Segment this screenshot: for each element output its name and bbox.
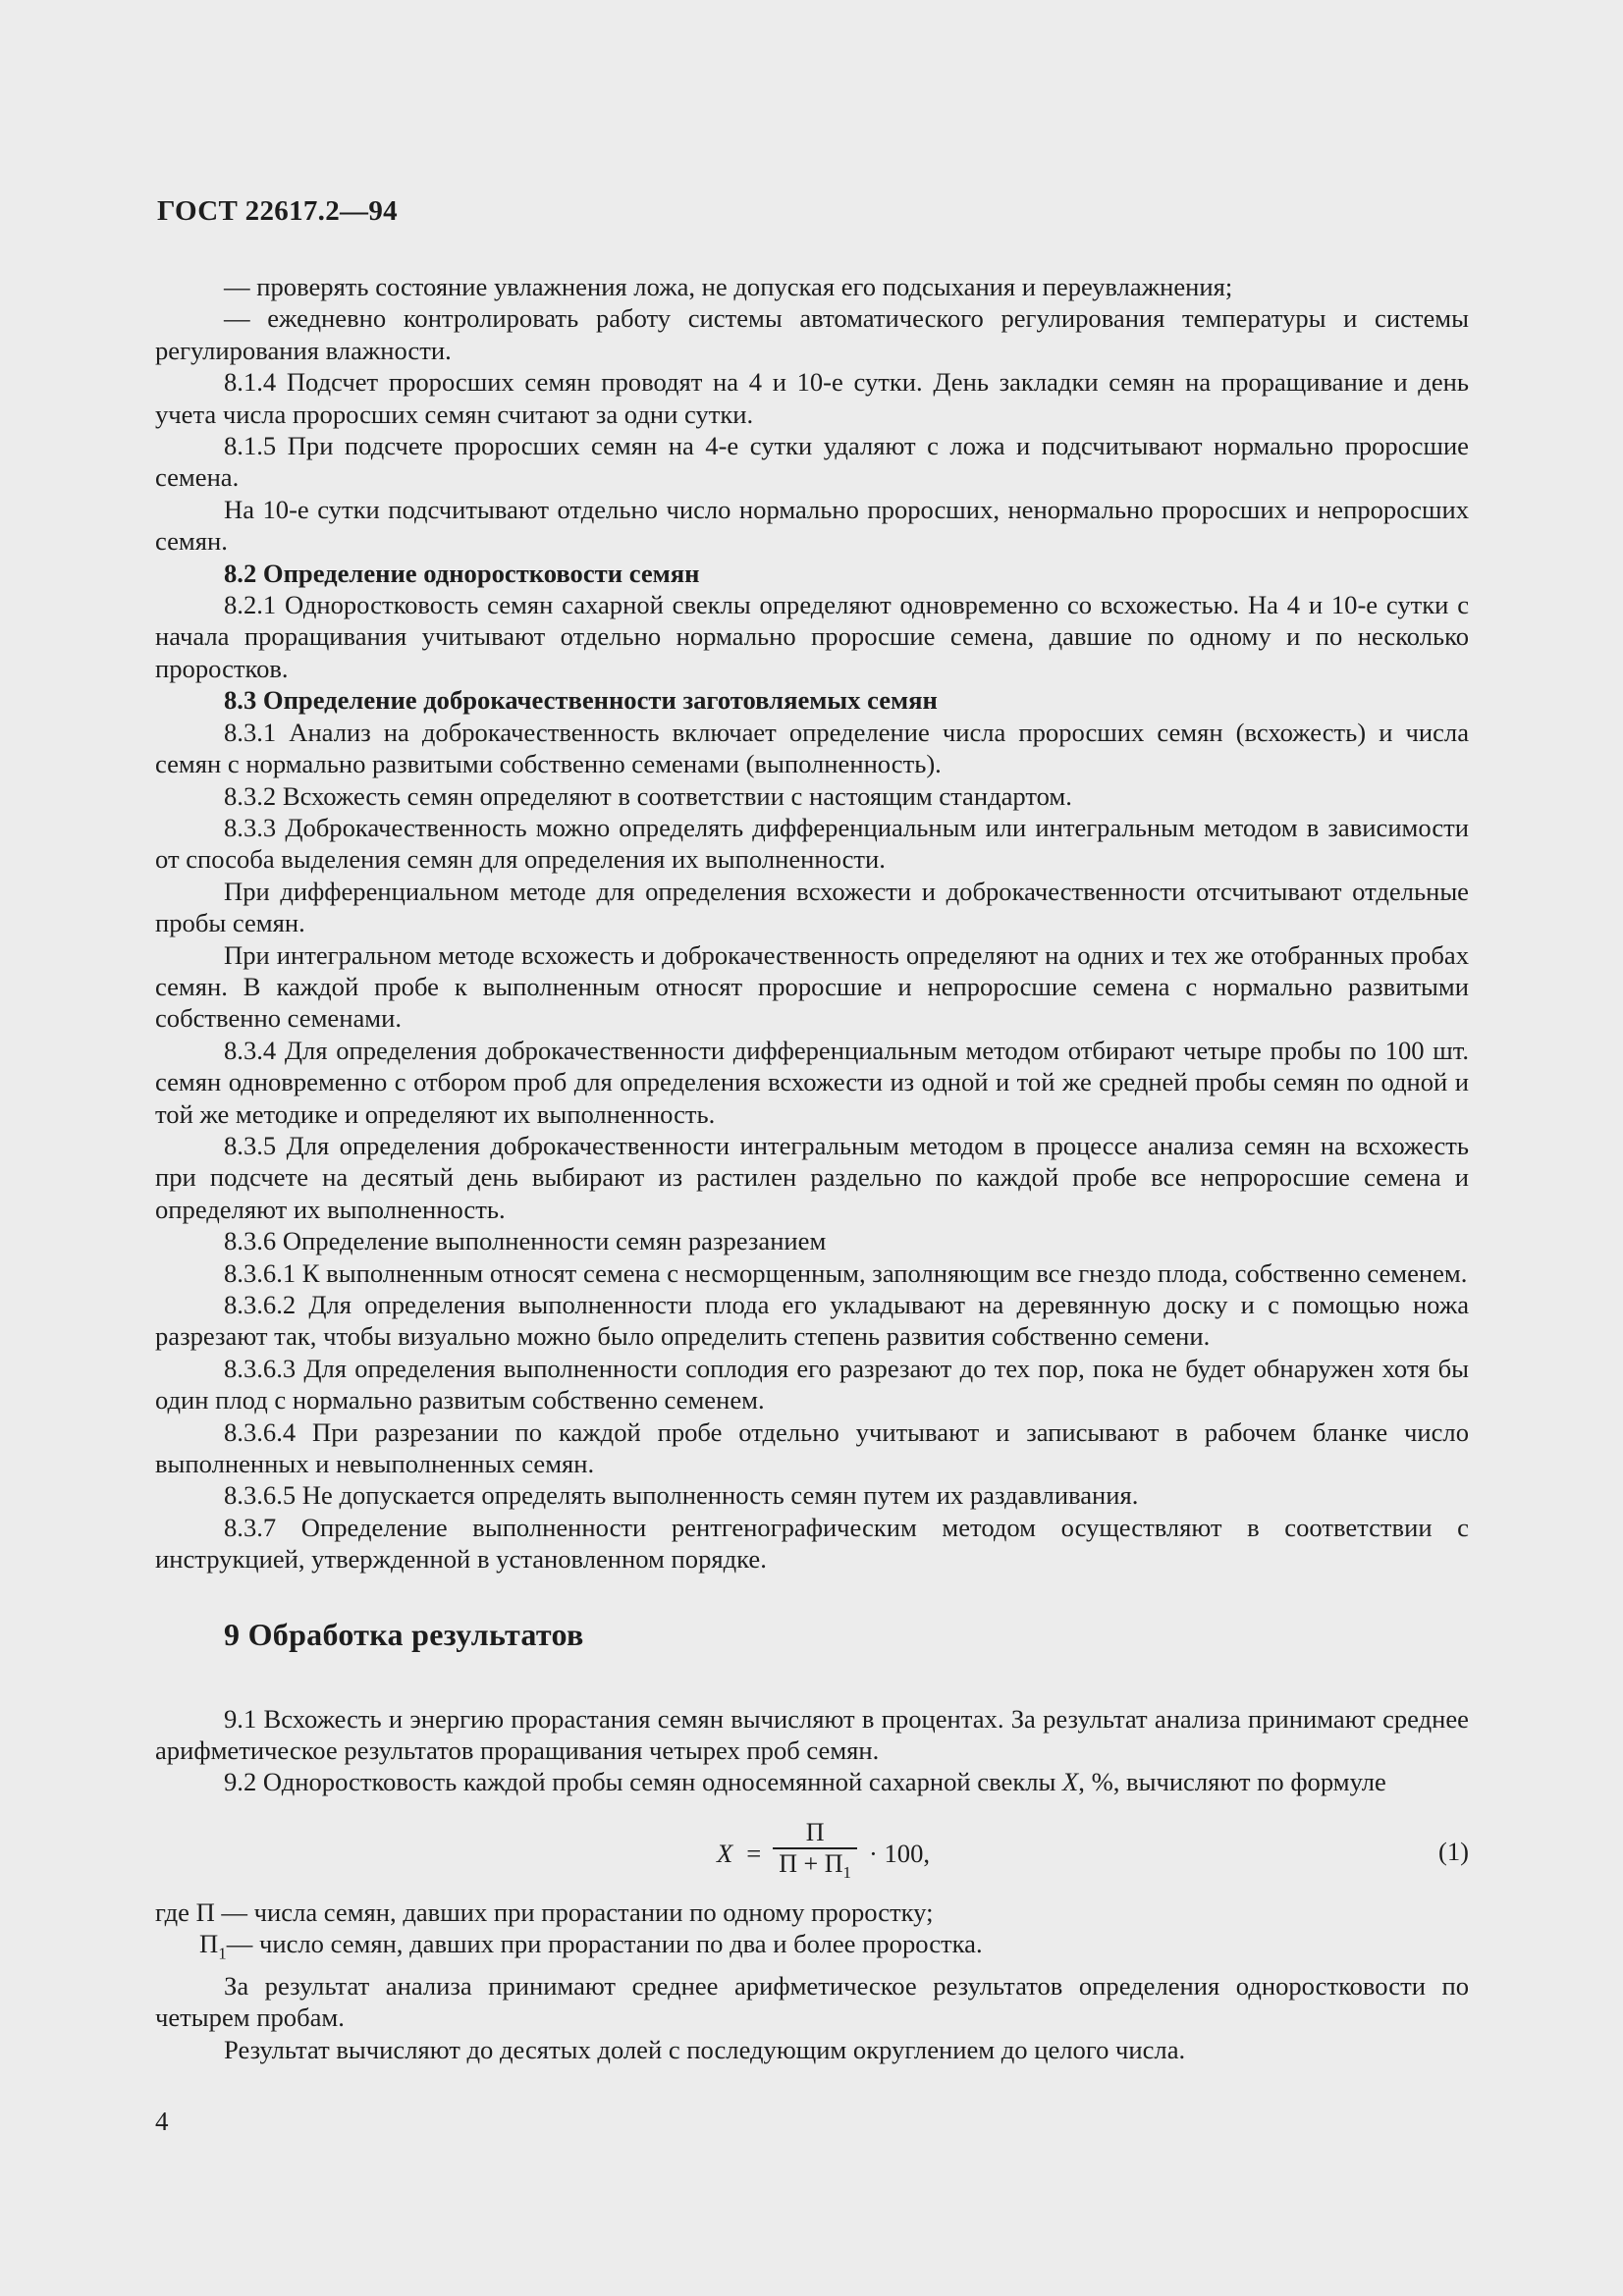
- paragraph: — ежедневно контролировать работу системы автоматического регулирования температуры и системы регулирования влажности.: [155, 303, 1469, 365]
- paragraph: 8.3.6.4 При разрезании по каждой пробе отдельно учитывают и записывают в рабочем бланке число выполненных и невыполненных семян.: [155, 1416, 1469, 1479]
- variable-x: X: [1062, 1767, 1079, 1797]
- document-header: ГОСТ 22617.2—94: [157, 195, 398, 227]
- page-number: 4: [155, 2107, 169, 2136]
- where-definition: — число семян, давших при прорастании по два и более проростка.: [226, 1929, 983, 1959]
- paragraph: 8.3.6 Определение выполненности семян разрезанием: [224, 1226, 827, 1256]
- where-symbol: П: [199, 1929, 219, 1959]
- where-line-2: [155, 1928, 1469, 1970]
- where-line-1: где П — числа семян, давших при прорастании по одному проростку;: [155, 1896, 934, 1927]
- where-symbol-subscript: 1: [218, 1944, 227, 1963]
- paragraph: 8.3.6.2 Для определения выполненности плода его укладывают на деревянную доску и с помощью ножа разрезают так, чтобы визуально можно было определить степень развития собственно семени.: [155, 1290, 1469, 1352]
- paragraph-result-2: Результат вычисляют до десятых долей с последующим округлением до целого числа.: [224, 2034, 1186, 2064]
- formula-expression: [717, 1816, 930, 1891]
- formula-equals: =: [746, 1838, 762, 1868]
- paragraph-result-1: За результат анализа принимают среднее арифметическое результатов определения одноростковости по четырем пробам.: [155, 1971, 1469, 2033]
- paragraph-9-2-text-a: 9.2 Одноростковость каждой пробы семян односемянной сахарной свеклы: [224, 1767, 1063, 1797]
- paragraph-9-2: [155, 1766, 1469, 1797]
- paragraph: 8.3.1 Анализ на доброкачественность включает определение числа проросших семян (всхожесть) и числа семян с нормально развитыми собственно семенами (выполненность).: [155, 717, 1469, 779]
- formula-factor: · 100,: [868, 1838, 931, 1868]
- paragraph: 8.3.6.3 Для определения выполненности соплодия его разрезают до тех пор, пока не будет обнаружен хотя бы один плод с нормально развитым собственно семенем.: [155, 1353, 1469, 1415]
- formula-number: (1): [1437, 1836, 1469, 1866]
- paragraph: 8.3.6.5 Не допускается определять выполненность семян путем их раздавливания.: [224, 1480, 1139, 1511]
- paragraph: 8.3.3 Доброкачественность можно определять дифференциальным или интегральным методом в зависимости от способа выделения семян для определения их выполненности.: [155, 812, 1469, 875]
- formula-1: [155, 1816, 1469, 1891]
- paragraph: 8.1.4 Подсчет проросших семян проводят на 4 и 10-е сутки. День закладки семян на проращивание и день учета числа проросших семян считают за одни сутки.: [155, 367, 1469, 429]
- subsection-heading: 8.3 Определение доброкачественности заготовляемых семян: [224, 685, 938, 716]
- subsection-heading: 8.2 Определение одноростковости семян: [224, 558, 700, 588]
- formula-lhs: X: [717, 1838, 733, 1868]
- formula-numerator: П: [805, 1818, 825, 1847]
- paragraph: При интегральном методе всхожесть и доброкачественность определяют на одних и тех же отобранных пробах семян. В каждой пробе к выполненным относят проросшие и непроросшие семена с нормально развитыми собственно семенами.: [155, 939, 1469, 1034]
- document-body: [155, 271, 1469, 2065]
- paragraph: На 10-е сутки подсчитывают отдельно число нормально проросших, ненормально проросших и непроросших семян.: [155, 494, 1469, 557]
- paragraph: 8.3.6.1 К выполненным относят семена с несморщенным, заполняющим все гнездо плода, собственно семенем.: [224, 1257, 1468, 1288]
- section-9-title: 9 Обработка результатов: [224, 1616, 584, 1652]
- paragraph-9-1: 9.1 Всхожесть и энергию прорастания семян вычисляют в процентах. За результат анализа принимают среднее арифметическое результатов проращивания четырех проб семян.: [155, 1703, 1469, 1766]
- paragraph: При дифференциальном методе для определения всхожести и доброкачественности отсчитывают отдельные пробы семян.: [155, 876, 1469, 938]
- paragraph: 8.3.5 Для определения доброкачественности интегральным методом в процессе анализа семян на всхожесть при подсчете на десятый день выбирают из растилен раздельно по каждой пробе все непроросшие семена и определяют их выполненность.: [155, 1130, 1469, 1224]
- paragraph: 8.3.7 Определение выполненности рентгенографическим методом осуществляют в соответствии с инструкцией, утвержденной в установленном порядке.: [155, 1512, 1469, 1575]
- paragraph-9-2-text-b: , %, вычисляют по формуле: [1078, 1767, 1386, 1797]
- formula-denominator-main: П + П: [779, 1849, 843, 1879]
- paragraph: 8.2.1 Одноростковость семян сахарной свеклы определяют одновременно со всхожестью. На 4 и 10-е сутки с начала проращивания учитывают отдельно нормально проросшие семена, давшие по одному и по несколько проростков.: [155, 590, 1469, 683]
- paragraph: 8.3.4 Для определения доброкачественности дифференциальным методом отбирают четыре пробы по 100 шт. семян одновременно с отбором проб для определения всхожести из одной и той же средней пробы семян по одной и той же методике и определяют их выполненность.: [155, 1035, 1469, 1129]
- formula-denominator-subscript: 1: [842, 1863, 851, 1883]
- paragraph: 8.1.5 При подсчете проросших семян на 4-е сутки удаляют с ложа и подсчитывают нормально проросшие семена.: [155, 431, 1469, 493]
- formula-denominator: [773, 1847, 857, 1888]
- paragraph: 8.3.2 Всхожесть семян определяют в соответствии с настоящим стандартом.: [224, 780, 1072, 811]
- formula-fraction: [773, 1818, 857, 1888]
- paragraph: — проверять состояние увлажнения ложа, не допуская его подсыхания и переувлажнения;: [224, 272, 1233, 301]
- section-8-content: [155, 271, 1469, 1575]
